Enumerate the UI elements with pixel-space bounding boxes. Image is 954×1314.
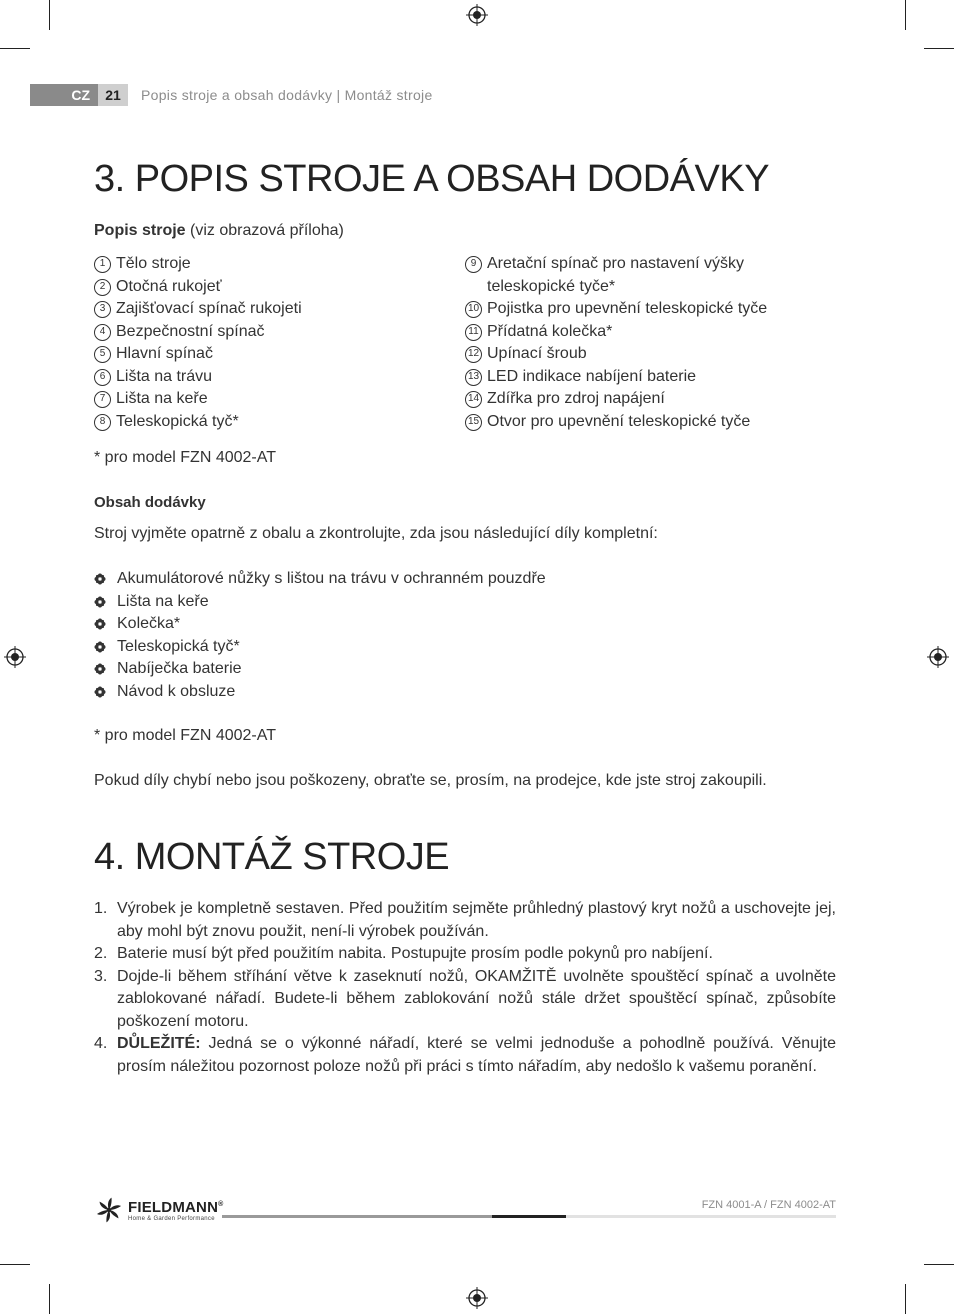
flower-bullet-icon (94, 641, 106, 653)
trademark-symbol: ® (218, 1200, 224, 1208)
part-number-badge: 3 (94, 301, 111, 318)
flower-bullet-icon (94, 686, 106, 698)
parts-list-right (465, 253, 795, 433)
part-number-badge: 1 (94, 256, 111, 273)
contents-list-item (94, 568, 794, 591)
step-text-container (117, 898, 836, 943)
description-label-line (94, 220, 344, 243)
part-list-item (465, 366, 795, 389)
assembly-step (94, 1033, 836, 1078)
flower-bullet-icon (94, 596, 106, 608)
contents-list (94, 568, 794, 703)
registration-mark-icon (927, 646, 949, 668)
step-text-container (117, 1033, 836, 1078)
contents-item-label: Teleskopická tyč* (117, 637, 240, 655)
part-number-badge: 12 (465, 346, 482, 363)
registration-mark-icon (4, 646, 26, 668)
part-number-badge: 5 (94, 346, 111, 363)
footer-rule (492, 1215, 566, 1218)
contents-item-label: Nabíječka baterie (117, 660, 242, 677)
part-label: LED indikace nabíjení baterie (487, 367, 697, 385)
footnote: * pro model FZN 4002-AT (94, 449, 276, 466)
part-number-badge: 13 (465, 369, 482, 386)
part-list-item (465, 343, 795, 366)
flower-bullet-icon (94, 618, 106, 630)
missing-parts-note: Pokud díly chybí nebo jsou poškozeny, obraťte se, prosím, na prodejce, kde jste stroj zakoupili. (94, 772, 767, 789)
footer-rule (566, 1215, 836, 1218)
registration-mark-icon (466, 1287, 488, 1309)
contents-intro: Stroj vyjměte opatrně z obalu a zkontrolujte, zda jsou následující díly kompletní: (94, 525, 658, 542)
part-number-badge: 14 (465, 391, 482, 408)
contents-list-item (94, 591, 794, 614)
part-list-item (94, 411, 444, 434)
model-number: FZN 4001-A / FZN 4002-AT (701, 1199, 836, 1211)
step-warning-label: DŮLEŽITÉ: (117, 1035, 201, 1052)
part-list-item (94, 343, 444, 366)
part-label: Zdířka pro zdroj napájení (487, 390, 665, 407)
part-list-item (94, 321, 444, 344)
part-list-item (94, 298, 444, 321)
flower-bullet-icon (94, 663, 106, 675)
brand-tagline: Home & Garden Performance (128, 1215, 215, 1222)
step-number: 3. (94, 967, 108, 985)
part-label: Teleskopická tyč* (116, 412, 239, 430)
brand-logo (94, 1196, 223, 1224)
flower-bullet-icon (94, 573, 106, 585)
assembly-step (94, 943, 836, 966)
crop-mark (924, 1264, 954, 1265)
part-list-item (465, 253, 795, 298)
crop-mark (0, 1264, 30, 1265)
part-label: Pojistka pro upevnění teleskopické tyče (487, 300, 768, 317)
registration-mark-icon (466, 4, 488, 26)
parts-list-left (94, 253, 444, 433)
part-number-badge: 11 (465, 324, 482, 341)
part-list-item (94, 253, 444, 276)
part-number-badge: 7 (94, 391, 111, 408)
part-label: Lišta na trávu (116, 367, 213, 385)
part-label: Hlavní spínač (116, 345, 213, 362)
part-number-badge: 15 (465, 414, 482, 431)
part-label: Bezpečnostní spínač (116, 322, 265, 340)
assembly-step (94, 898, 836, 943)
part-label: Aretační spínač pro nastavení výšky teleskopické tyče* (487, 255, 745, 295)
page-number: 21 (98, 84, 128, 106)
part-label: Otočná rukojeť (116, 277, 222, 295)
part-number-badge: 10 (465, 301, 482, 318)
description-label: Popis stroje (94, 222, 186, 239)
section-4-heading: 4. MONTÁŽ STROJE (94, 836, 450, 878)
part-list-item (94, 388, 444, 411)
footer-rule (222, 1215, 492, 1218)
footnote: * pro model FZN 4002-AT (94, 727, 276, 744)
contents-item-label: Návod k obsluze (117, 682, 236, 700)
fan-logo-icon (94, 1196, 124, 1224)
part-label: Zajišťovací spínač rukojeti (116, 300, 302, 317)
part-list-item (94, 276, 444, 299)
crop-mark (49, 0, 50, 30)
page-header-tab (30, 84, 128, 106)
step-number: 1. (94, 900, 108, 917)
crop-mark (0, 48, 30, 49)
step-text-container (117, 966, 836, 1034)
step-text: Baterie musí být před použitím nabita. Postupujte prosím podle pokynů pro nabíjení. (117, 945, 713, 962)
part-list-item (465, 298, 795, 321)
part-number-badge: 9 (465, 256, 482, 273)
part-label: Upínací šroub (487, 345, 587, 362)
contents-item-label: Akumulátorové nůžky s lištou na trávu v ochranném pouzdře (117, 570, 546, 587)
crop-mark (49, 1284, 50, 1314)
contents-item-label: Kolečka* (117, 615, 181, 632)
part-label: Lišta na keře (116, 390, 208, 407)
contents-item-label: Lišta na keře (117, 592, 209, 610)
part-list-item (465, 321, 795, 344)
part-number-badge: 8 (94, 414, 111, 431)
part-number-badge: 6 (94, 369, 111, 386)
language-code: CZ (30, 84, 98, 106)
contents-heading: Obsah dodávky (94, 494, 206, 511)
part-label: Tělo stroje (116, 255, 191, 272)
brand-name: FIELDMANN (128, 1198, 219, 1216)
contents-list-item (94, 613, 794, 636)
part-list-item (94, 366, 444, 389)
part-number-badge: 4 (94, 324, 111, 341)
crop-mark (905, 1284, 906, 1314)
step-number: 2. (94, 945, 108, 962)
part-label: Přídatná kolečka* (487, 322, 613, 340)
step-text-container (117, 943, 836, 966)
part-list-item (465, 388, 795, 411)
crop-mark (924, 48, 954, 49)
running-header-title: Popis stroje a obsah dodávky | Montáž stroje (141, 87, 433, 103)
assembly-step (94, 966, 836, 1034)
step-text: Jedná se o výkonné nářadí, které se velmi jednoduše a pohodlně používá. Věnujte prosím náležitou pozornost poloze nožů při práci s tímto nářadím, aby nedošlo k vašemu poranění. (117, 1035, 836, 1075)
description-note: (viz obrazová příloha) (185, 222, 344, 239)
section-3-heading: 3. POPIS STROJE A OBSAH DODÁVKY (94, 158, 770, 200)
assembly-steps-list (94, 898, 836, 1078)
part-list-item (465, 411, 795, 434)
contents-list-item (94, 681, 794, 704)
step-text: Výrobek je kompletně sestaven. Před použitím sejměte průhledný plastový kryt nožů a uschovejte jej, aby mohl být znovu použit, není-li výrobek používán. (117, 900, 836, 940)
step-text: Dojde-li během stříhání větve k zaseknutí nožů, OKAMŽITĚ uvolněte spouštěcí spínač a uvolněte zablokované nářadí. Budete-li během zablokování nožů stále držet spouštěcí spínač, způsobíte poškození motoru. (117, 967, 836, 1030)
crop-mark (905, 0, 906, 30)
contents-list-item (94, 658, 794, 681)
part-number-badge: 2 (94, 279, 111, 296)
contents-list-item (94, 636, 794, 659)
part-label: Otvor pro upevnění teleskopické tyče (487, 412, 751, 430)
step-number: 4. (94, 1035, 108, 1052)
